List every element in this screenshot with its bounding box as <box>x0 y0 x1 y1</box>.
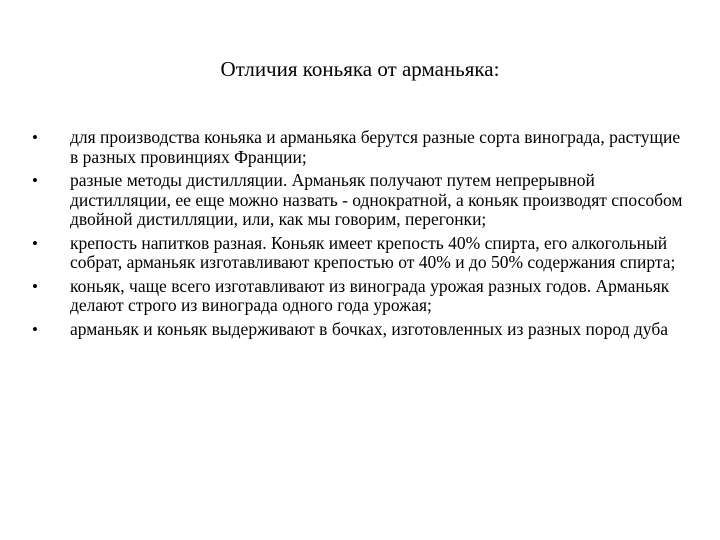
bullet-marker: • <box>32 128 38 147</box>
bullet-marker: • <box>32 233 38 253</box>
bullet-text: крепость напитков разная. Коньяк имеет крепость 40% спирта, его алкогольный собрат, арманьяк изготавливают крепостью от 40% и до 50% содержания спирта; <box>70 232 676 272</box>
bullet-item <box>32 128 692 167</box>
bullet-marker: • <box>32 171 38 190</box>
bullet-item <box>32 234 692 273</box>
bullet-marker: • <box>32 276 38 296</box>
bullet-marker: • <box>32 319 38 339</box>
bullet-item <box>32 277 692 316</box>
bullet-text: арманьяк и коньяк выдерживают в бочках, изготовленных из разных пород дуба <box>70 318 668 339</box>
bullet-text: коньяк, чаще всего изготавливают из винограда урожая разных годов. Арманьяк делают строго из винограда одного года урожая; <box>70 275 670 315</box>
bullet-list <box>32 128 692 343</box>
bullet-item <box>32 171 692 230</box>
bullet-text: для производства коньяка и арманьяка берутся разные сорта винограда, растущие в разных провинциях Франции; <box>70 127 681 167</box>
bullet-text: разные методы дистилляции. Арманьяк получают путем непрерывной дистилляции, ее еще можно назвать - однократной, а коньяк производят способом двойной дистилляции, или, как мы говорим, перегонки; <box>70 170 683 229</box>
slide-title: Отличия коньяка от арманьяка: <box>220 57 500 81</box>
bullet-item <box>32 320 692 340</box>
